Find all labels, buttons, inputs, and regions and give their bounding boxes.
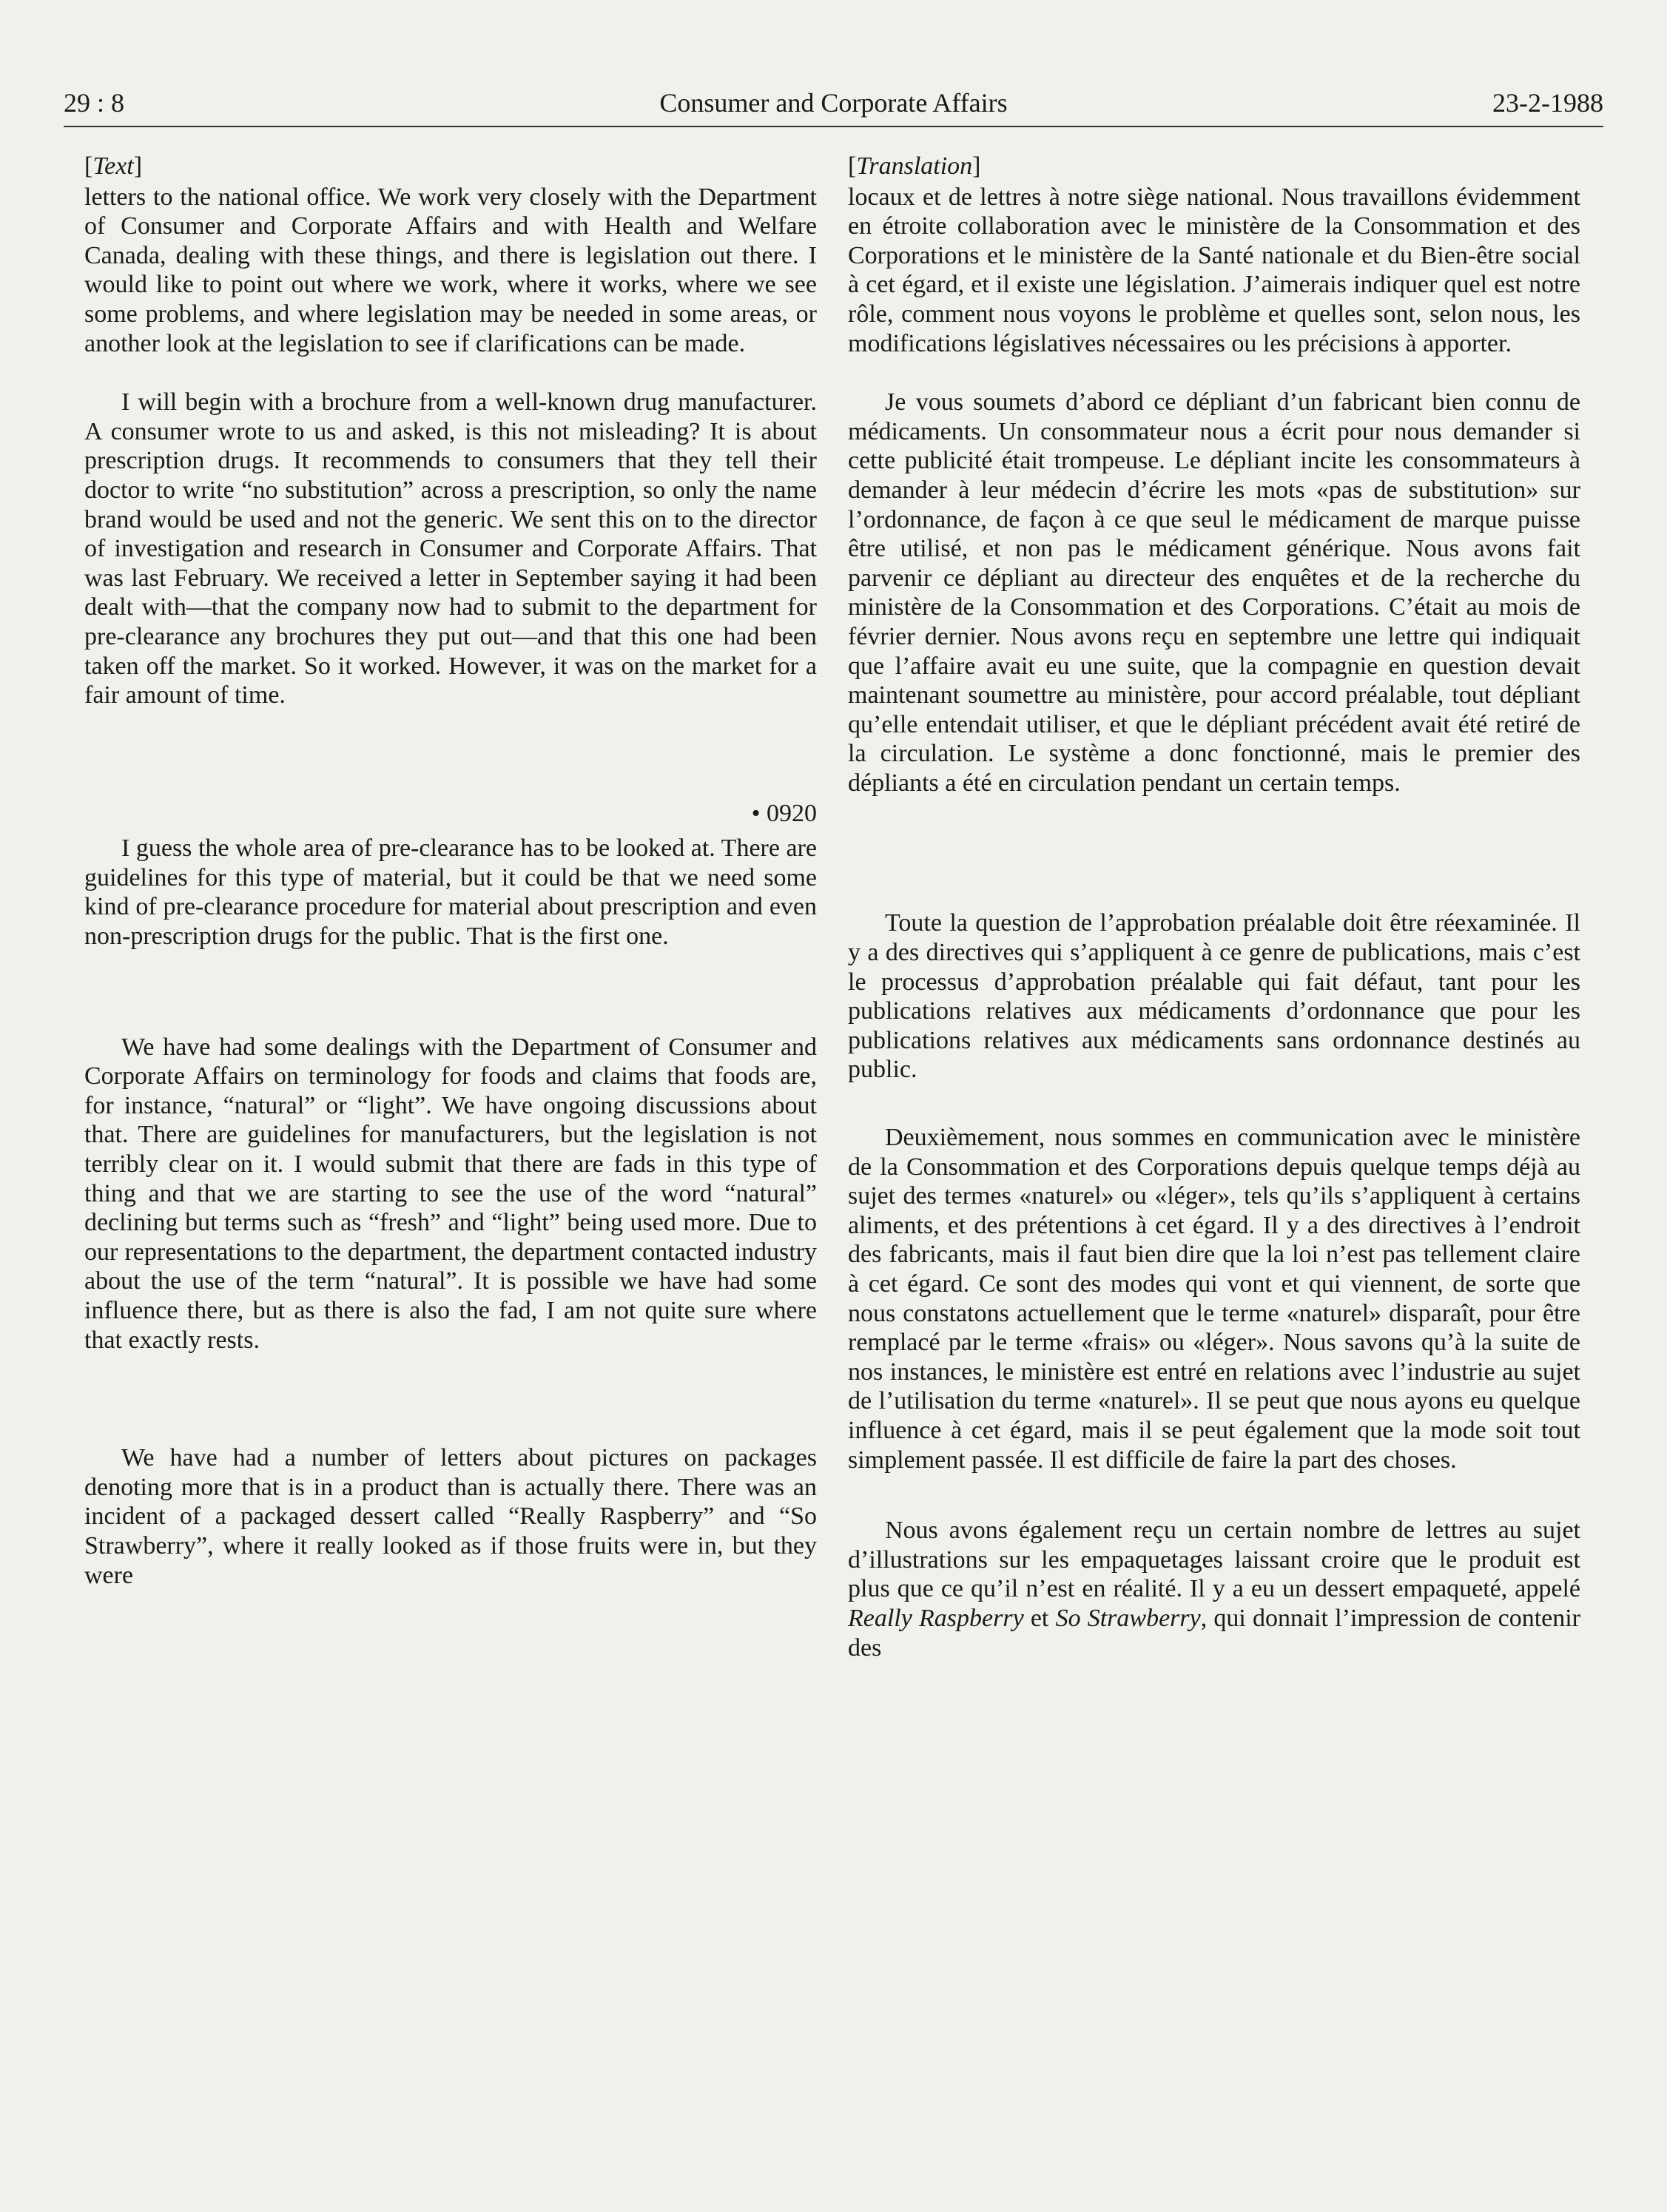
english-paragraph-2: I will begin with a brochure from a well-known drug manufacturer. A consumer wrote to us and asked, is this not misleading? It is about prescription drugs. It recommends to consumers that they tell their doctor to write “no substitution” across a prescription, so only the name brand would be used and not the generic. We sent this on to the director of investigation and research in Consumer and Corporate Affairs. That was last February. We received a letter in September saying it had been dealt with—that the company now had to submit to the department for pre-clearance any brochures they put out—and that this one had been taken off the market. So it worked. However, it was on the market for a fair amount of time. <box>84 388 817 709</box>
french-paragraph-3: Toute la question de l’approbation préalable doit être réexaminée. Il y a des directives qui s’appliquent à ce genre de publications, mais c’est le processus d’approbation préalable qui fait défaut, tant pour les publications relatives aux médicaments d’ordonnance que pour les publications relatives aux médicaments sans ordonnance destinés au public. <box>848 909 1580 1084</box>
page-number: 29 : 8 <box>64 88 125 118</box>
header-date: 23-2-1988 <box>1492 88 1603 118</box>
english-column <box>84 152 817 1590</box>
french-paragraph-5: Nous avons également reçu un certain nombre de lettres au sujet d’illustrations sur les empaquetages laissant croire que le produit est plus que ce qu’il n’est en réalité. Il y a eu un dessert empaqueté, appelé Really Raspberry et So Strawberry, qui donnait l’impression de contenir des <box>848 1517 1580 1662</box>
time-marker: • 0920 <box>751 799 817 827</box>
english-paragraph-5: We have had a number of letters about pictures on packages denoting more that is in a product than is actually there. There was an incident of a packaged dessert called “Really Raspberry” and “So Strawberry”, where it really looked as if those fruits were in, but they were <box>84 1444 817 1589</box>
english-paragraph-3: I guess the whole area of pre-clearance has to be looked at. There are guidelines for this type of material, but it could be that we need some kind of pre-clearance procedure for material about prescription and even non-prescription drugs for the public. That is the first one. <box>84 834 817 951</box>
page-header <box>64 87 1603 132</box>
product-name-strawberry: So Strawberry <box>1055 1604 1201 1632</box>
french-paragraph-2: Je vous soumets d’abord ce dépliant d’un fabricant bien connu de médicaments. Un consommateur nous a écrit pour nous demander si cette publicité était trompeuse. Le dépliant incite les consommateurs à demander à leur médecin d’écrire les mots «pas de substitution» sur l’ordonnance, de façon à ce que seul le médicament de marque puisse être utilisé, et non pas le médicament générique. Nous avons fait parvenir ce dépliant au directeur des enquêtes et de la recherche du ministère de la Consommation et des Corporations. C’était au mois de février dernier. Nous avons reçu en septembre une lettre qui indiquait que l’affaire avait eu une suite, que la compagnie en question devait maintenant soumettre au ministère, pour accord préalable, tout dépliant qu’elle entendait utiliser, et que le dépliant précédent avait été retiré de la circulation. Le système a donc fonctionné, mais le premier des dépliants a été en circulation pendant un certain temps. <box>848 388 1580 797</box>
column-label-text: [Text] <box>84 152 143 180</box>
english-paragraph-1: letters to the national office. We work very closely with the Department of Consumer and Corporate Affairs and with Health and Welfare Canada, dealing with these things, and there is legislation out there. I would like to point out where we work, where it works, where we see some problems, and where legislation may be needed in some areas, or another look at the legislation to see if clarifications can be made. <box>84 183 817 357</box>
header-rule <box>64 126 1603 127</box>
column-label-translation: [Translation] <box>848 152 981 180</box>
french-paragraph-4: Deuxièmement, nous sommes en communication avec le ministère de la Consommation et des Corporations depuis quelque temps déjà au sujet des termes «naturel» ou «léger», tels qu’ils s’appliquent à certains aliments, et des prétentions à cet égard. Il y a des directives à l’endroit des fabricants, mais il faut bien dire que la loi n’est pas tellement claire à cet égard. Ce sont des modes qui vont et qui viennent, de sorte que nous constatons actuellement que le terme «naturel» disparaît, pour être remplacé par le terme «frais» ou «léger». Nous savons qu’à la suite de nos instances, le ministère est entré en relations avec l’industrie au sujet de l’utilisation du terme «naturel». Il se peut que nous ayons eu quelque influence à cet égard, mais il se peut également que la mode soit tout simplement passée. Il est difficile de faire la part des choses. <box>848 1124 1580 1474</box>
running-title: Consumer and Corporate Affairs <box>659 88 1008 118</box>
french-column <box>848 152 1580 1662</box>
english-paragraph-4: We have had some dealings with the Department of Consumer and Corporate Affairs on terminology for foods and claims that foods are, for instance, “natural” or “light”. We have ongoing discussions about that. There are guidelines for manufacturers, but the legislation is not terribly clear on it. I would submit that there are fads in this type of thing and that we are starting to see the use of the word “natural” declining but terms such as “fresh” and “light” being used more. Due to our representations to the department, the department contacted industry about the use of the term “natural”. It is possible we have had some influence there, but as there is also the fad, I am not quite sure where that exactly rests. <box>84 1033 817 1354</box>
product-name-raspberry: Really Raspberry <box>848 1604 1024 1632</box>
french-paragraph-1: locaux et de lettres à notre siège national. Nous travaillons évidemment en étroite collaboration avec le ministère de la Consommation et des Corporations et le ministère de la Santé nationale et du Bien-être social à cet égard, et il existe une législation. J’aimerais indiquer quel est notre rôle, comment nous voyons le problème et quelles sont, selon nous, les modifications législatives nécessaires ou les précisions à apporter. <box>848 183 1580 357</box>
